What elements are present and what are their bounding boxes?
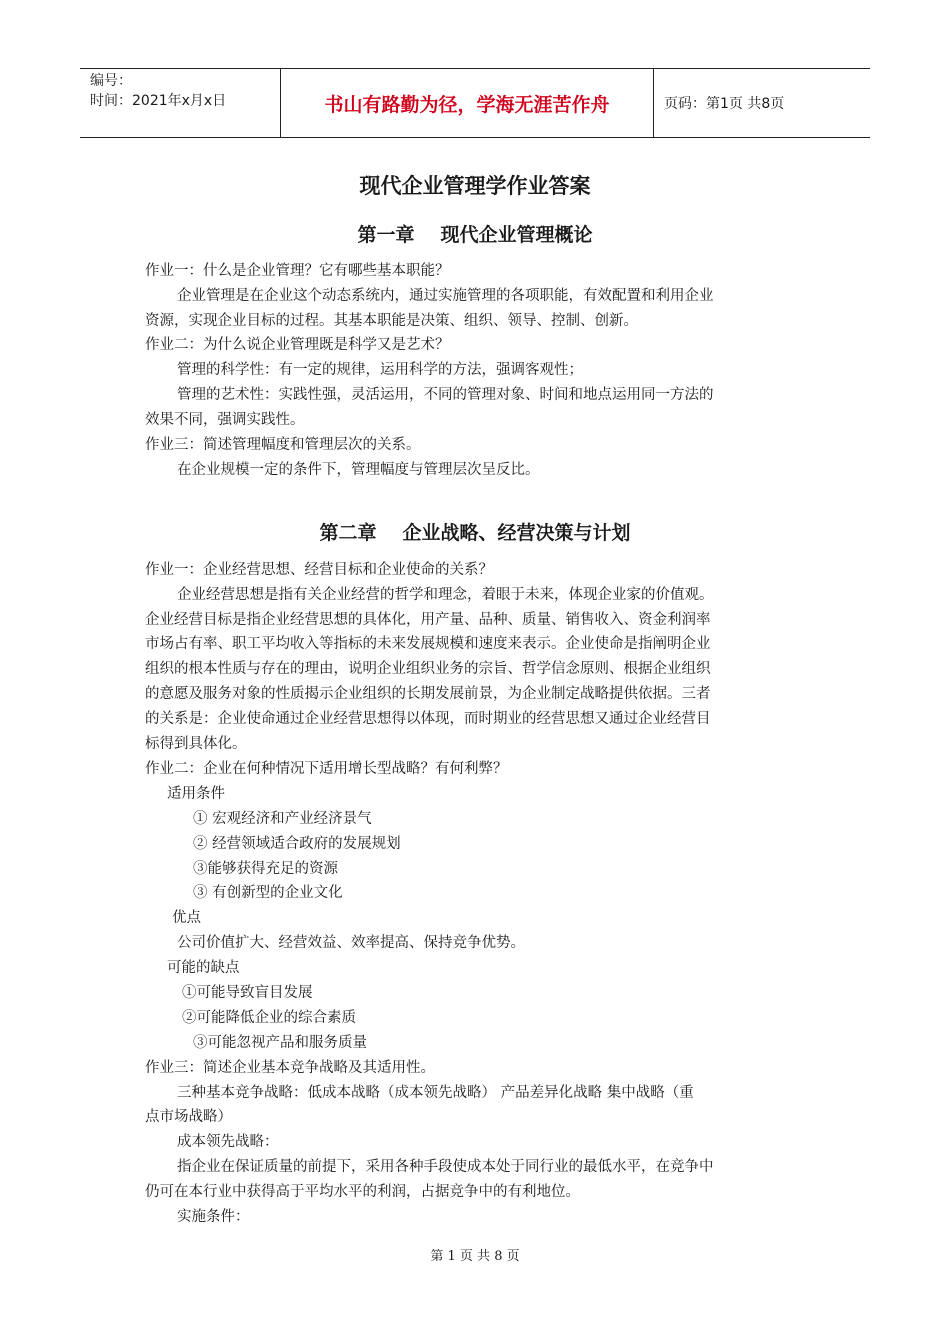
- chapter2-heading: [0, 518, 950, 545]
- ch1-a2-l1: 管理的科学性：有一定的规律，运用科学的方法，强调客观性；: [177, 362, 583, 378]
- ch2-a2-dis1: ①可能导致盲目发展: [182, 985, 313, 1001]
- ch1-a2-l2: 管理的艺术性：实践性强，灵活运用，不同的管理对象、时间和地点运用同一方法的: [177, 387, 714, 403]
- chapter1-heading: [0, 220, 950, 247]
- ch2-a3-l2: 点市场战略）: [145, 1109, 232, 1125]
- page-header: [80, 68, 870, 138]
- ch2-a1-l4: 组织的根本性质与存在的理由，说明企业组织业务的宗旨、哲学信念原则、根据企业组织: [145, 661, 711, 677]
- ch1-a1-l1: 企业管理是在企业这个动态系统内，通过实施管理的各项职能，有效配置和利用企业: [177, 288, 714, 304]
- ch2-a2-dis3: ③可能忽视产品和服务质量: [193, 1035, 367, 1051]
- ch2-a1-l1: 企业经营思想是指有关企业经营的哲学和理念，着眼于未来，体现企业家的价值观。: [177, 587, 714, 603]
- ch2-a1-l6: 的关系是：企业使命通过企业经营思想得以体现，而时期业的经营思想又通过企业经营目: [145, 711, 711, 727]
- ch2-a3-l6: 实施条件：: [177, 1209, 250, 1225]
- ch2-a3-l1: 三种基本竞争战略：低成本战略（成本领先战略） 产品差异化战略 集中战略（重: [177, 1085, 694, 1101]
- ch1-a1-l2: 资源，实现企业目标的过程。其基本职能是决策、组织、领导、控制、创新。: [145, 313, 638, 329]
- ch2-a2-conditions: 适用条件: [167, 786, 225, 802]
- number-label: 编号：: [90, 73, 132, 89]
- ch2-a1-l7: 标得到具体化。: [145, 736, 247, 752]
- ch2-a2-cond2: ② 经营领域适合政府的发展规划: [193, 836, 401, 852]
- ch2-a2-cond1: ① 宏观经济和产业经济景气: [193, 811, 372, 827]
- chapter1-number: 第一章: [357, 224, 415, 246]
- ch1-a2-l3: 效果不同，强调实践性。: [145, 412, 305, 428]
- ch1-a3-l1: 在企业规模一定的条件下，管理幅度与管理层次呈反比。: [177, 462, 540, 478]
- ch2-q1: 作业一：企业经营思想、经营目标和企业使命的关系？: [145, 562, 493, 578]
- ch2-q3: 作业三：简述企业基本竞争战略及其适用性。: [145, 1060, 435, 1076]
- ch1-q1: 作业一：什么是企业管理？它有哪些基本职能？: [145, 263, 450, 279]
- document-title: 现代企业管理学作业答案: [359, 174, 591, 198]
- header-meta: [80, 69, 281, 137]
- chapter2-number: 第二章: [319, 522, 377, 544]
- ch2-a3-l5: 仍可在本行业中获得高于平均水平的利润，占据竞争中的有利地位。: [145, 1184, 580, 1200]
- chapter1-name: 现代企业管理概论: [440, 224, 593, 246]
- ch2-q2: 作业二：企业在何种情况下适用增长型战略？有何利弊？: [145, 761, 508, 777]
- ch2-a2-disadvantages: 可能的缺点: [167, 960, 240, 976]
- ch1-q2: 作业二：为什么说企业管理既是科学又是艺术？: [145, 337, 450, 353]
- ch2-a3-l3: 成本领先战略：: [177, 1134, 279, 1150]
- header-motto: 书山有路勤为径，学海无涯苦作舟: [281, 69, 654, 137]
- ch2-a2-cond4: ③ 有创新型的企业文化: [193, 885, 343, 901]
- ch2-a2-advantages: 优点: [172, 910, 201, 926]
- chapter2-name: 企业战略、经营决策与计划: [402, 522, 631, 544]
- ch1-q3: 作业三：简述管理幅度和管理层次的关系。: [145, 437, 421, 453]
- ch2-a1-l5: 的意愿及服务对象的性质揭示企业组织的长期发展前景，为企业制定战略提供依据。三者: [145, 686, 711, 702]
- ch2-a1-l2: 企业经营目标是指企业经营思想的具体化，用产量、品种、质量、销售收入、资金利润率: [145, 612, 711, 628]
- ch2-a2-adv-text: 公司价值扩大、经营效益、效率提高、保持竞争优势。: [177, 935, 525, 951]
- header-page-info: 页码：第1页 共8页: [664, 96, 785, 112]
- ch2-a3-l4: 指企业在保证质量的前提下，采用各种手段使成本处于同行业的最低水平，在竞争中: [177, 1159, 714, 1175]
- ch2-a2-cond3: ③能够获得充足的资源: [193, 861, 338, 877]
- page-footer: 第 1 页 共 8 页: [430, 1249, 520, 1264]
- ch2-a1-l3: 市场占有率、职工平均收入等指标的未来发展规模和速度来表示。企业使命是指阐明企业: [145, 636, 711, 652]
- time-label: 时间：2021年x月x日: [90, 93, 227, 109]
- ch2-a2-dis2: ②可能降低企业的综合素质: [182, 1010, 356, 1026]
